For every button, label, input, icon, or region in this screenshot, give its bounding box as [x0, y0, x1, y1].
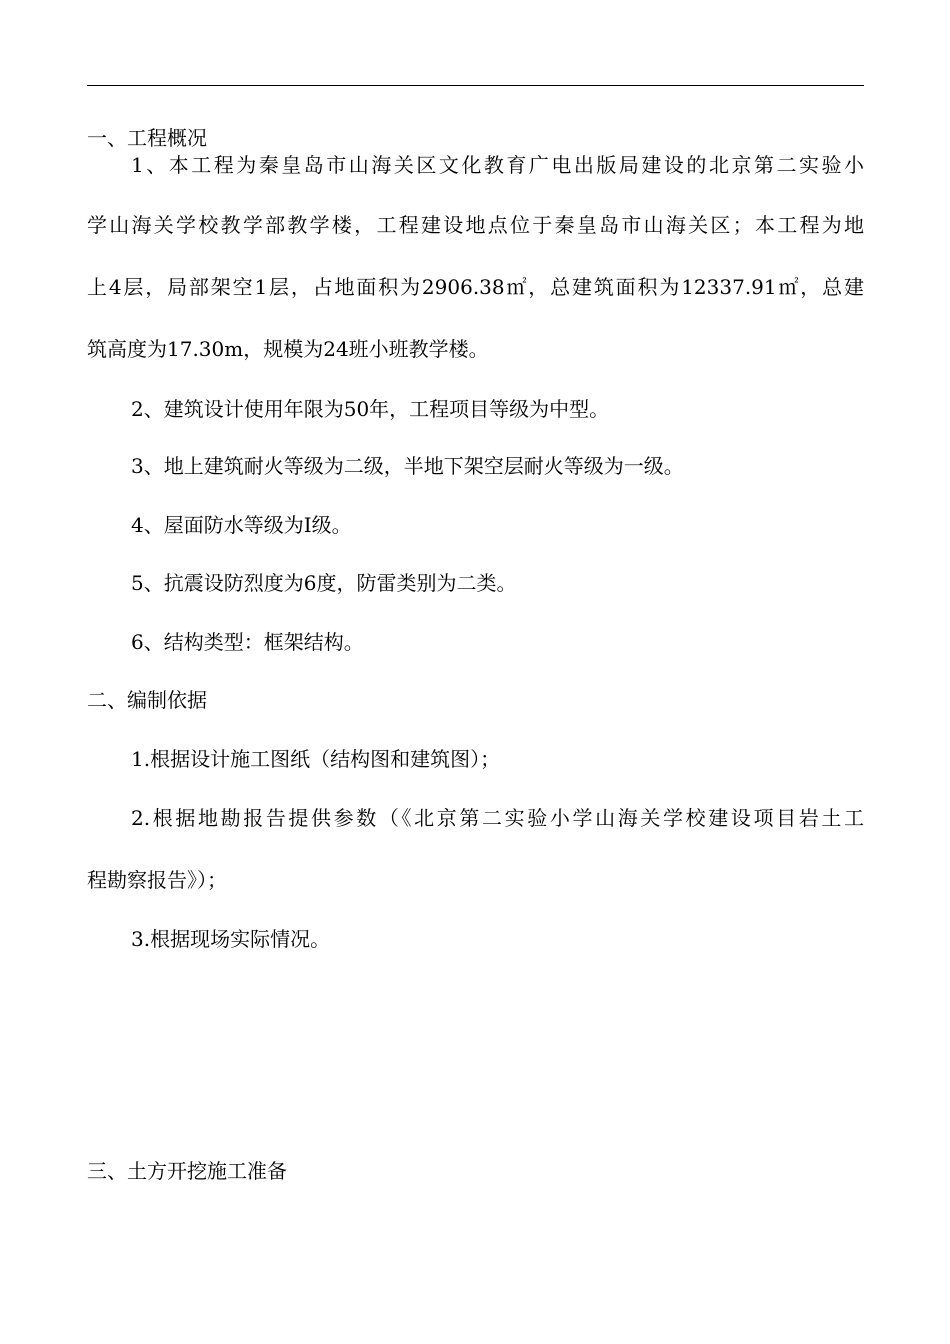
section-2-item-2-line-2: 程勘察报告》）； [87, 868, 227, 892]
section-1-item-5: 5、抗震设防烈度为6度，防雷类别为二类。 [131, 571, 517, 595]
section-3-heading: 三、土方开挖施工准备 [87, 1159, 287, 1183]
section-1-item-1-line-2: 学山海关学校教学部教学楼，工程建设地点位于秦皇岛市山海关区；本工程为地 [87, 213, 864, 237]
section-1-item-3: 3、地上建筑耐火等级为二级，半地下架空层耐火等级为一级。 [131, 454, 684, 478]
section-1-item-4: 4、屋面防水等级为Ⅰ级。 [131, 513, 352, 537]
header-rule [87, 85, 864, 86]
section-1-item-1-line-4: 筑高度为17.30m，规模为24班小班教学楼。 [87, 337, 489, 361]
section-1-item-6: 6、结构类型：框架结构。 [131, 630, 364, 654]
section-2-heading: 二、编制依据 [87, 688, 207, 712]
section-1-item-1-line-3: 上4层，局部架空1层，占地面积为2906.38㎡，总建筑面积为12337.91㎡，总建 [87, 275, 864, 299]
section-1-item-1-line-1: 1、本工程为秦皇岛市山海关区文化教育广电出版局建设的北京第二实验小 [131, 153, 864, 177]
section-2-item-1: 1.根据设计施工图纸（结构图和建筑图）； [131, 747, 501, 771]
section-2-item-3: 3.根据现场实际情况。 [131, 927, 331, 951]
section-1-item-2: 2、建筑设计使用年限为50年，工程项目等级为中型。 [131, 397, 610, 421]
section-1-heading: 一、工程概况 [87, 126, 207, 150]
section-2-item-2-line-1: 2.根据地勘报告提供参数（《北京第二实验小学山海关学校建设项目岩土工 [131, 806, 864, 830]
